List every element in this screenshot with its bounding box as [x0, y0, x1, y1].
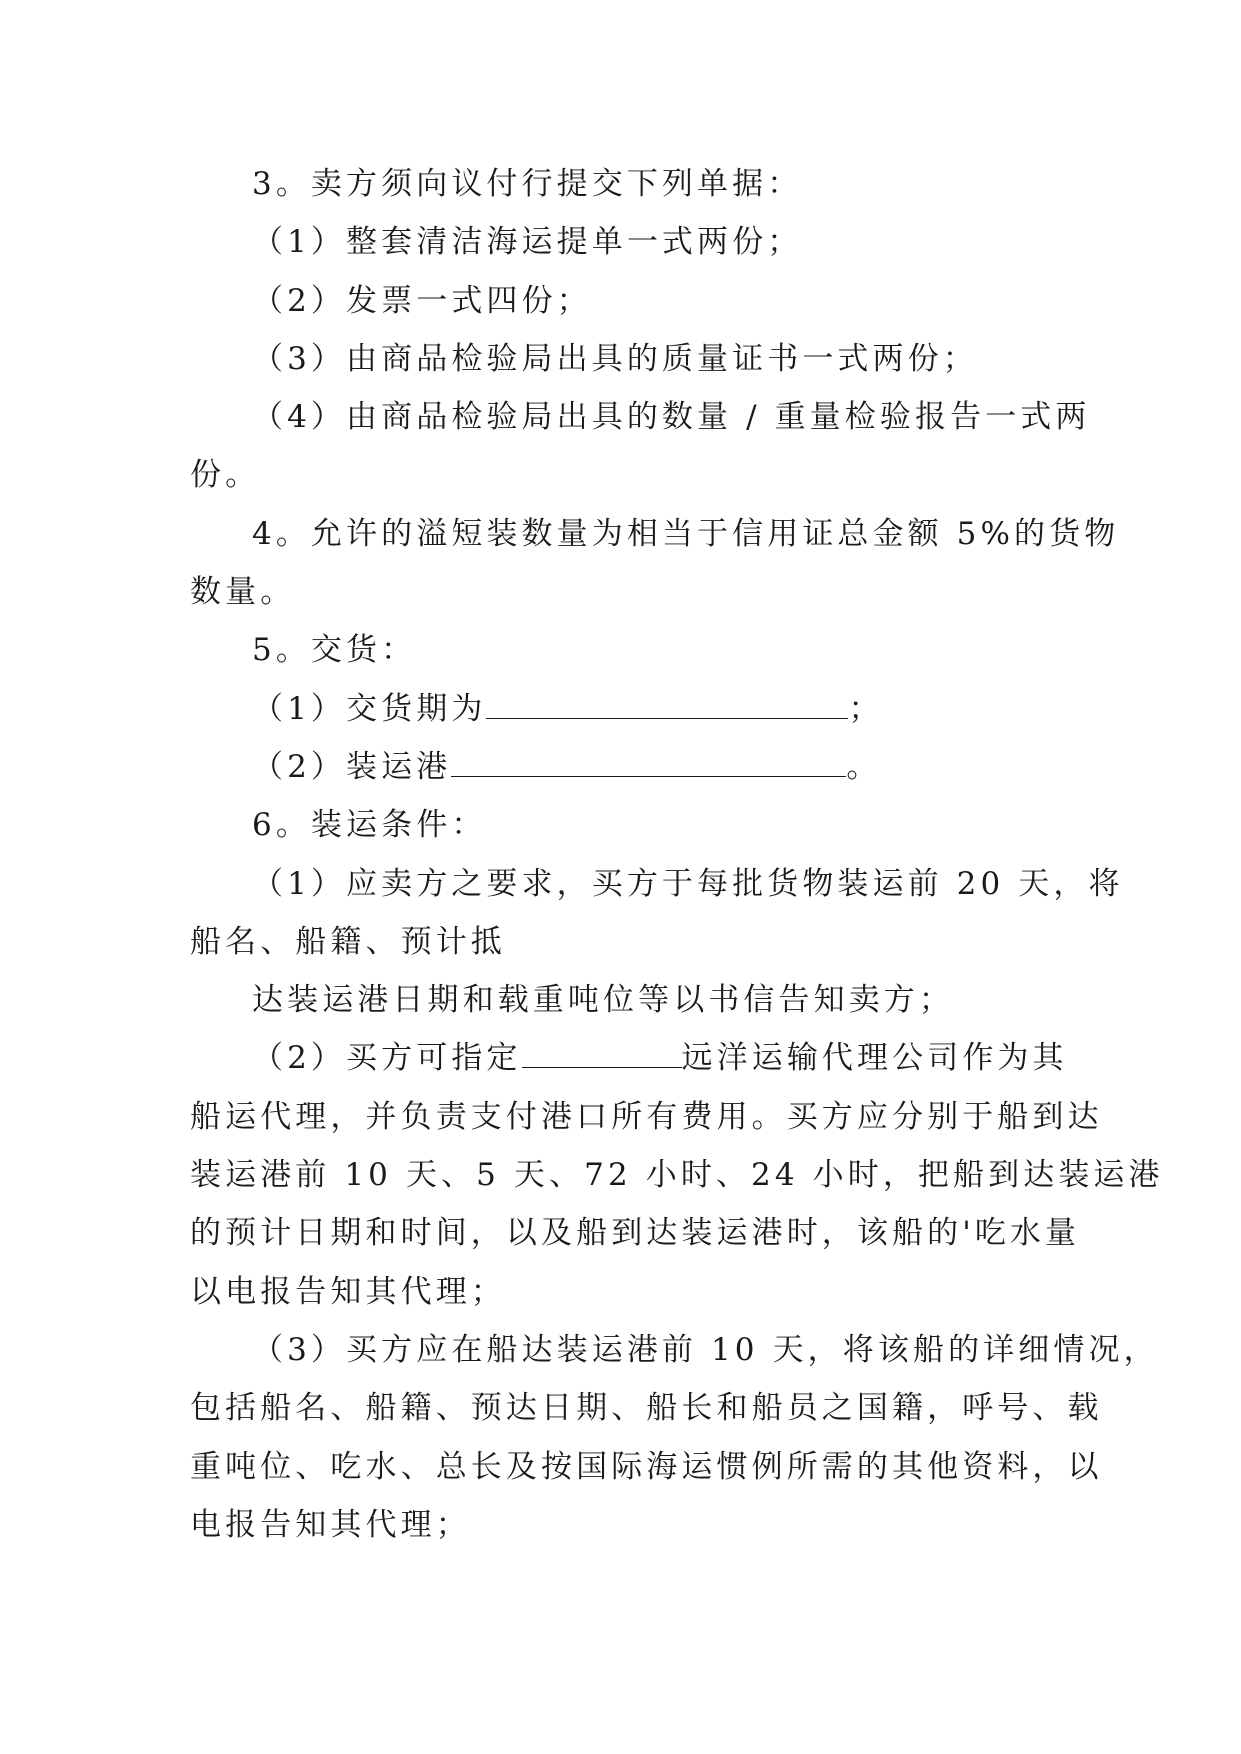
- item-6-cond-3-line-4: 电报告知其代理；: [190, 1506, 471, 1543]
- item-6-cond-2-line-1: [190, 1029, 1068, 1087]
- item-3-doc-1: （1）整套清洁海运提单一式两份；: [252, 224, 803, 261]
- delivery-period-end: ；: [848, 690, 884, 727]
- item-3-doc-3: （3）由商品检验局出具的质量证书一式两份；: [252, 340, 978, 377]
- item-5-heading: 5。交货：: [252, 632, 417, 669]
- loading-port-line: [190, 738, 1050, 796]
- item-3-doc-2: （2）发票一式四份；: [252, 282, 592, 319]
- item-3-doc-4-line-2: 份。: [190, 457, 261, 494]
- delivery-period-blank: [486, 692, 848, 719]
- loading-port-label: （2）装运港: [252, 748, 452, 785]
- loading-port-end: 。: [846, 748, 882, 785]
- item-6-cond-3-line-1: （3）买方应在船达装运港前 10 天，将该船的详细情况，: [252, 1331, 1159, 1368]
- item-6-cond-1-line-3: 达装运港日期和载重吨位等以书信告知卖方；: [252, 982, 954, 1019]
- delivery-period-line: [190, 680, 1050, 738]
- item-6-cond-1-line-1: （1）应卖方之要求，买方于每批货物装运前 20 天，将: [252, 865, 1124, 902]
- delivery-period-label: （1）交货期为: [252, 690, 487, 727]
- item-6-cond-2-line-2: 船运代理，并负责支付港口所有费用。买方应分别于船到达: [190, 1098, 1103, 1135]
- agent-company-blank: [522, 1041, 682, 1068]
- document-page: [190, 155, 1164, 1554]
- item-6-heading: 6。装运条件：: [252, 807, 487, 844]
- item-6-cond-3-line-2: 包括船名、船籍、预达日期、船长和船员之国籍，呼号、载: [190, 1390, 1103, 1427]
- item-6-cond-2-line-3: 装运港前 10 天、5 天、72 小时、24 小时，把船到达装运港: [190, 1157, 1164, 1194]
- item-6-cond-2-line-5: 以电报告知其代理；: [190, 1273, 506, 1310]
- item-4-line-1: 4。允许的溢短装数量为相当于信用证总金额 5%的货物: [252, 515, 1120, 552]
- item-6-cond-3-line-3: 重吨位、吃水、总长及按国际海运惯例所需的其他资料，以: [190, 1448, 1103, 1485]
- cond-2-prefix: （2）买方可指定: [252, 1040, 522, 1077]
- item-4-line-2: 数量。: [190, 574, 296, 611]
- item-6-cond-1-line-2: 船名、船籍、预计抵: [190, 923, 506, 960]
- item-3-heading: 3。卖方须向议付行提交下列单据：: [252, 166, 803, 202]
- item-3-doc-4-line-1: （4）由商品检验局出具的数量 / 重量检验报告一式两: [252, 399, 1091, 436]
- loading-port-blank: [451, 750, 846, 777]
- cond-2-suffix: 远洋运输代理公司作为其: [681, 1040, 1068, 1077]
- item-6-cond-2-line-4: 的预计日期和时间，以及船到达装运港时，该船的'吃水量: [190, 1215, 1081, 1252]
